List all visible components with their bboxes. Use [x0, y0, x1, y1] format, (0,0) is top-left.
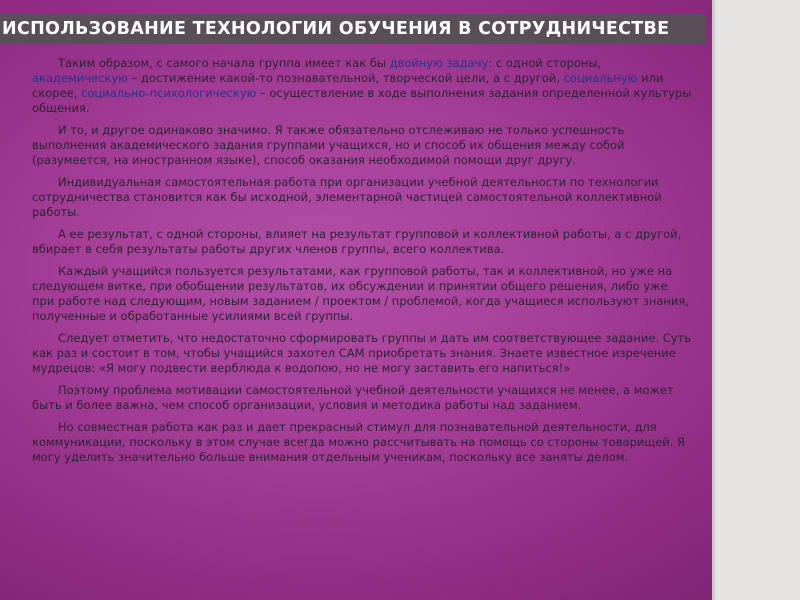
paragraph-1-text-5: – осуществление в ходе выполнения задания определенной культуры общения.	[32, 86, 692, 115]
paragraph-1	[32, 56, 692, 116]
paragraph-1-text-3: – достижение какой-то познавательной, творческой цели, а с другой,	[127, 71, 564, 85]
paragraph-8: Но совместная работа как раз и дает прекрасный стимул для познавательной деятельности, для коммуникации, поскольку в этом случае всегда можно рассчитывать на помощь со стороны товарищей. Я могу уделить значительно больше внимания отдельным ученикам, поскольку все заняты делом.	[32, 420, 686, 464]
paragraph-1-text-1: Таким образом, с самого начала группа имеет как бы	[58, 56, 390, 70]
body-text	[32, 56, 692, 472]
side-strip	[712, 0, 800, 600]
side-strip-edge	[712, 0, 715, 600]
slide-title: ИСПОЛЬЗОВАНИЕ ТЕХНОЛОГИИ ОБУЧЕНИЯ В СОТРУДНИЧЕСТВЕ	[2, 19, 670, 39]
paragraph-1-text-2: : с одной стороны,	[488, 56, 602, 70]
title-bar	[0, 14, 706, 44]
highlight-academic: академическую	[32, 71, 128, 85]
paragraph-7: Поэтому проблема мотивации самостоятельной учебной деятельности учащихся не менее, а может быть и более важна, чем способ организации, условия и методика работы над заданием.	[32, 383, 674, 412]
highlight-dual-task: двойную задачу	[389, 56, 489, 70]
paragraph-6: Следует отметить, что недостаточно сформировать группы и дать им соответствующее задание. Суть как раз и состоит в том, чтобы учащийся захотел САМ приобретать знания. Знаете известное изречение мудрецов: «Я могу подвести верблюда к водопою, но не могу заставить его напиться!»	[32, 331, 691, 375]
paragraph-5: Каждый учащийся пользуется результатами, как групповой работы, так и коллективной, но уже на следующем витке, при обобщении результатов, их обсуждении и принятии общего решения, либо уже при работе над следующим, новым заданием / проектом / проблемой, когда учащиеся используют знания, полученные и обработанные усилиями всей группы.	[32, 264, 689, 323]
paragraph-3: Индивидуальная самостоятельная работа при организации учебной деятельности по технологии сотрудничества становится как бы исходной, элементарной частицей самостоятельной коллективной работы.	[32, 175, 662, 219]
paragraph-4: А ее результат, с одной стороны, влияет на результат групповой и коллективной работы, а с другой, вбирает в себя результаты работы других членов группы, всего коллектива.	[32, 227, 682, 256]
highlight-social-psychological: социально-психологическую	[81, 86, 257, 100]
highlight-social: социальную	[563, 71, 638, 85]
paragraph-2: И то, и другое одинаково значимо. Я также обязательно отслеживаю не только успешность выполнения академического задания группами учащихся, но и способ их общения между собой (разумеется, на иностранном языке), способ оказания необходимой помощи друг другу.	[32, 123, 625, 167]
paragraph-1-text-4: или скорее,	[32, 71, 664, 100]
